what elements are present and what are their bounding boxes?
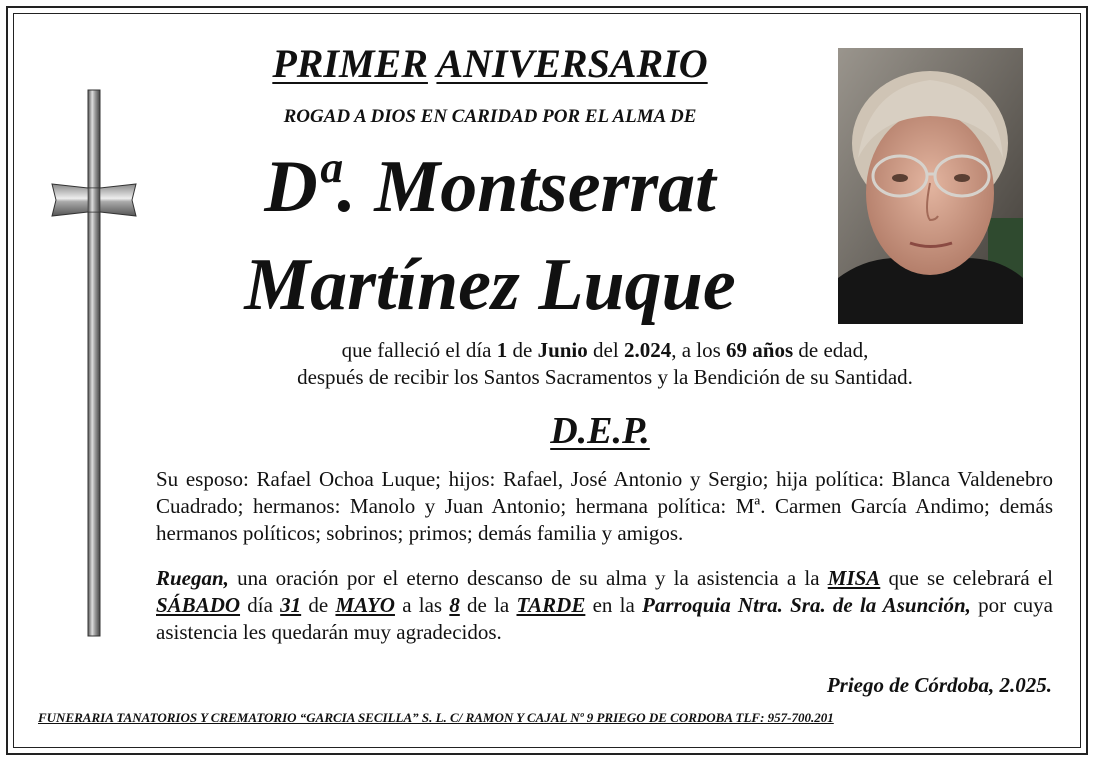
family-list: Su esposo: Rafael Ochoa Luque; hijos: Rafael, José Antonio y Sergio; hija política: Blanca Valdenebro Cuadrado; hermanos: Manolo y Juan Antonio; hermana política: Mª. Carmen García Andimo; demás hermanos políticos; sobrinos; primos; demás familia y amigos. bbox=[156, 467, 1053, 545]
funeral-home-footer: FUNERARIA TANATORIOS Y CREMATORIO “GARCIA SECILLA” S. L. C/ RAMON Y CAJAL Nº 9 PRIEGO DE CORDOBA TLF: 957-700.201 bbox=[38, 710, 834, 725]
death-text-1: que falleció el día bbox=[341, 338, 497, 362]
death-year: 2.024 bbox=[623, 338, 672, 362]
prayer-subtitle: ROGAD A DIOS EN CARIDAD POR EL ALMA DE bbox=[283, 106, 697, 127]
mass-text-1: una oración por el eterno descanso de su alma y la asistencia a la bbox=[228, 566, 828, 590]
mass-hour: 8 bbox=[449, 593, 460, 617]
mass-month: MAYO bbox=[335, 593, 395, 617]
portrait-photo bbox=[838, 48, 1023, 324]
mass-text-3: día bbox=[240, 593, 281, 617]
death-notice bbox=[150, 337, 1060, 391]
mass-day: 31 bbox=[280, 593, 302, 617]
latin-cross-icon bbox=[50, 88, 140, 640]
death-text-3: del bbox=[587, 338, 624, 362]
mass-church: Parroquia Ntra. Sra. de la Asunción, bbox=[642, 593, 971, 617]
anniversary-heading bbox=[180, 40, 800, 88]
mass-text-5: a las bbox=[394, 593, 450, 617]
mass-text-6: de la bbox=[459, 593, 517, 617]
ruegan-word: Ruegan, bbox=[156, 566, 229, 590]
mass-text-7: en la bbox=[585, 593, 643, 617]
mass-invitation bbox=[156, 565, 1053, 646]
death-text-2: de bbox=[507, 338, 538, 362]
death-day: 1 bbox=[496, 338, 508, 362]
death-text-4: , a los bbox=[671, 338, 727, 362]
death-month: Junio bbox=[537, 338, 588, 362]
mass-weekday: SÁBADO bbox=[156, 593, 241, 617]
deceased-name-line-1: Dª. Montserrat bbox=[264, 146, 716, 228]
death-age: 69 años bbox=[726, 338, 794, 362]
place-date: Priego de Córdoba, 2.025. bbox=[826, 673, 1052, 697]
deceased-name-line-2: Martínez Luque bbox=[244, 244, 736, 326]
mass-text-8: por cuya asistencia les quedarán muy agradecidos. bbox=[156, 593, 1053, 644]
heading-word-1: PRIMER bbox=[272, 41, 428, 86]
mass-period: TARDE bbox=[516, 593, 586, 617]
mass-text-2: que se celebrará el bbox=[880, 566, 1054, 590]
misa-word: MISA bbox=[827, 566, 881, 590]
dep-heading: D.E.P. bbox=[550, 410, 650, 452]
heading-word-2: ANIVERSARIO bbox=[436, 41, 708, 86]
death-text-5: de edad, bbox=[793, 338, 869, 362]
mass-text-4: de bbox=[301, 593, 336, 617]
death-text-line-2: después de recibir los Santos Sacramentos y la Bendición de su Santidad. bbox=[297, 365, 913, 389]
